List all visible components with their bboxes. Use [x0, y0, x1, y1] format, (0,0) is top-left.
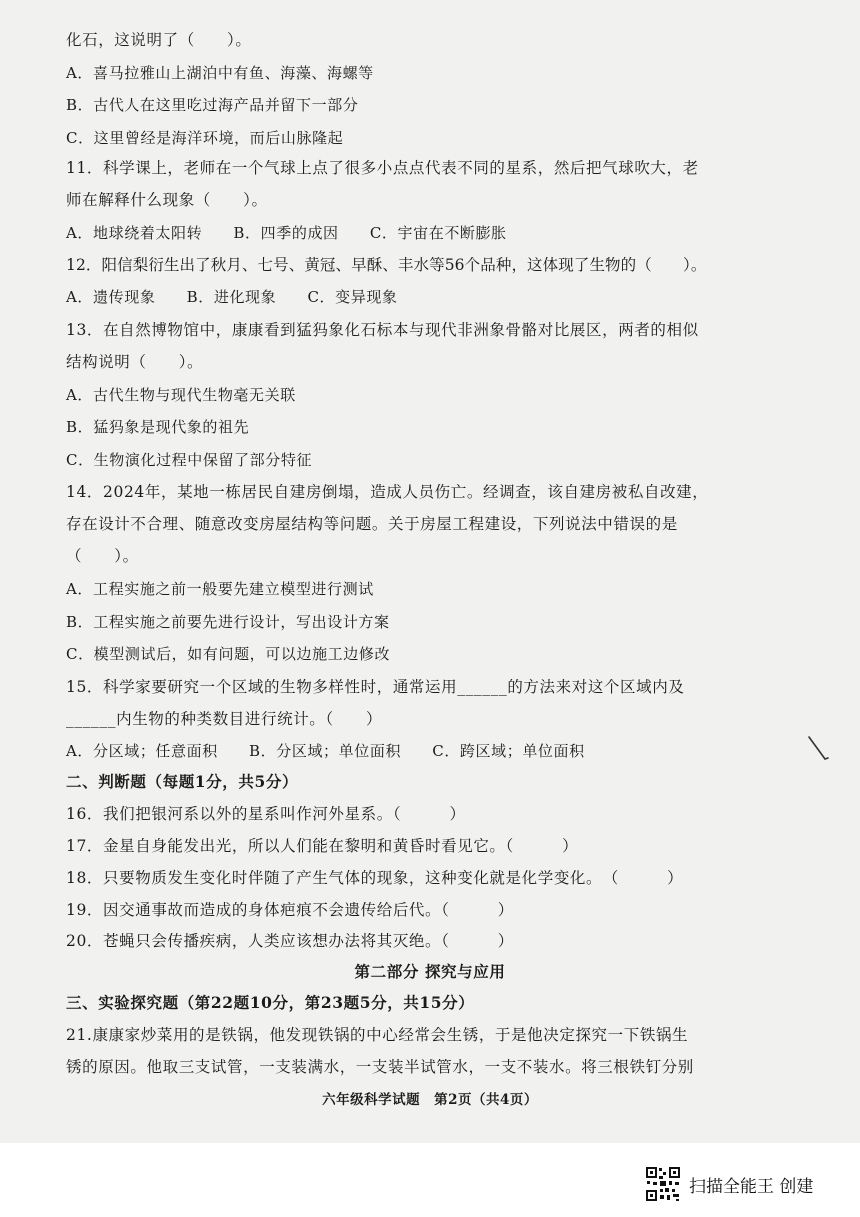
q13-stem-cont: 结构说明（ ）。	[66, 353, 204, 371]
q15-stem-cont: ______内生物的种类数目进行统计。（ ）	[66, 710, 383, 728]
q21-stem: 21.康康家炒菜用的是铁锅，他发现铁锅的中心经常会生锈，于是他决定探究一下铁锅生	[66, 1026, 689, 1044]
qr-code-icon	[645, 1166, 681, 1202]
q13-option-b: B．猛犸象是现代象的祖先	[66, 418, 250, 436]
q13-stem: 13．在自然博物馆中，康康看到猛犸象化石标本与现代非洲象骨骼对比展区，两者的相似	[66, 321, 699, 339]
q15-stem: 15．科学家要研究一个区域的生物多样性时，通常运用______的方法来对这个区域内及	[66, 678, 685, 696]
q14-option-c: C．模型测试后，如有问题，可以边施工边修改	[66, 645, 391, 663]
part-two-title: 第二部分 探究与应用	[354, 962, 506, 981]
q20: 20．苍蝇只会传播疾病，人类应该想办法将其灭绝。（ ）	[66, 932, 514, 950]
section-heading-experiment: 三、实验探究题（第22题10分，第23题5分，共15分）	[66, 993, 475, 1012]
q10-option-c: C．这里曾经是海洋环境，而后山脉隆起	[66, 129, 344, 147]
q11-options: A．地球绕着太阳转 B．四季的成因 C．宇宙在不断膨胀	[66, 224, 507, 242]
pen-mark	[806, 734, 834, 766]
q10-option-a: A．喜马拉雅山上湖泊中有鱼、海藻、海螺等	[66, 64, 374, 82]
q15-options: A．分区域；任意面积 B．分区域；单位面积 C．跨区域；单位面积	[66, 742, 585, 760]
q13-option-a: A．古代生物与现代生物毫无关联	[66, 386, 296, 404]
q12-stem: 12．阳信梨衍生出了秋月、七号、黄冠、早酥、丰水等56个品种，这体现了生物的（ ）。	[66, 256, 707, 274]
q12-options: A．遗传现象 B．进化现象 C．变异现象	[66, 288, 398, 306]
q18: 18．只要物质发生变化时伴随了产生气体的现象，这种变化就是化学变化。 （ ）	[66, 869, 684, 887]
q14-blank: （ ）。	[66, 547, 139, 565]
q10-option-b: B．古代人在这里吃过海产品并留下一部分	[66, 96, 359, 114]
q17: 17．金星自身能发出光，所以人们能在黎明和黄昏时看见它。（ ）	[66, 837, 579, 855]
q11-stem-cont: 师在解释什么现象（ ）。	[66, 191, 268, 209]
section-heading-true-false: 二、判断题（每题1分，共5分）	[66, 772, 299, 791]
q14-option-b: B．工程实施之前要先进行设计，写出设计方案	[66, 613, 390, 631]
q21-stem-cont: 锈的原因。他取三支试管，一支装满水，一支装半试管水，一支不装水。将三根铁钉分别	[66, 1058, 694, 1076]
q14-option-a: A．工程实施之前一般要先建立模型进行测试	[66, 580, 374, 598]
watermark-text: 扫描全能王 创建	[689, 1176, 814, 1197]
page-footer: 六年级科学试题 第2页（共4页）	[322, 1092, 538, 1108]
q14-stem: 14．2024年，某地一栋居民自建房倒塌，造成人员伤亡。经调查，该自建房被私自改建，	[66, 483, 709, 501]
scanner-watermark	[645, 1166, 813, 1202]
q10-stem-end: 化石，这说明了（ ）。	[66, 31, 252, 49]
q11-stem: 11．科学课上，老师在一个气球上点了很多小点点代表不同的星系，然后把气球吹大，老	[66, 159, 699, 177]
q13-option-c: C．生物演化过程中保留了部分特征	[66, 451, 313, 469]
q16: 16．我们把银河系以外的星系叫作河外星系。（ ）	[66, 805, 466, 823]
q14-stem-cont: 存在设计不合理、随意改变房屋结构等问题。关于房屋工程建设，下列说法中错误的是	[66, 515, 678, 533]
q19: 19．因交通事故而造成的身体疤痕不会遗传给后代。（ ）	[66, 901, 514, 919]
